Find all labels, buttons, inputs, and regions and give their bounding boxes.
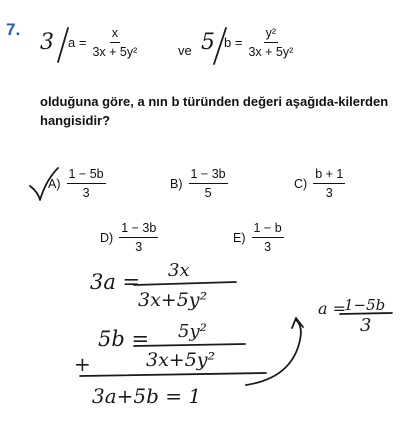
- handwritten-line1-numerator: 3x: [168, 260, 190, 281]
- sum-underline: [80, 373, 266, 376]
- line2-fraction-bar: [134, 344, 245, 346]
- slash-mark-a: [58, 28, 68, 62]
- given-connector: ve: [178, 43, 192, 58]
- option-b-denominator: 5: [204, 185, 212, 200]
- option-c-denominator: 3: [325, 185, 333, 200]
- handwritten-line2-numerator: 5y²: [178, 321, 207, 342]
- option-d-numerator: 1 − 3b: [119, 222, 158, 238]
- given-a-denominator: 3x + 5y²: [92, 44, 138, 59]
- handwritten-coefficient-b: 5: [201, 30, 215, 55]
- option-b-letter: B): [170, 176, 183, 191]
- option-c-letter: C): [294, 176, 308, 191]
- handwritten-answer-lhs: a =: [318, 299, 347, 318]
- handwritten-plus-sign: +: [74, 352, 91, 376]
- option-a-denominator: 3: [82, 185, 90, 200]
- given-b-numerator: y²: [264, 27, 278, 43]
- handwritten-line2-lhs: 5b =: [98, 327, 150, 351]
- option-a-numerator: 1 − 5b: [67, 168, 106, 184]
- slash-mark-b: [214, 28, 226, 64]
- handwritten-answer-denominator: 3: [360, 315, 372, 336]
- option-a-letter: A): [48, 176, 61, 191]
- handwritten-answer-numerator: 1−5b: [344, 296, 386, 314]
- option-d-letter: D): [100, 230, 114, 245]
- line1-fraction-bar: [134, 282, 236, 285]
- handwritten-coefficient-a: 3: [40, 30, 54, 55]
- handwritten-result: 3a+5b = 1: [92, 384, 202, 408]
- option-e-letter: E): [233, 230, 246, 245]
- option-c-numerator: b + 1: [313, 168, 345, 184]
- given-a-lhs: a =: [68, 35, 87, 50]
- option-e-denominator: 3: [264, 239, 272, 254]
- check-mark-icon: [30, 168, 58, 200]
- handwritten-line2-denominator: 3x+5y²: [146, 349, 216, 371]
- question-number: 7.: [6, 20, 21, 39]
- option-b-numerator: 1 − 3b: [189, 168, 228, 184]
- option-e-numerator: 1 − b: [252, 222, 284, 238]
- arrow-curve: [246, 320, 301, 385]
- given-b-lhs: b =: [224, 35, 243, 50]
- handwritten-line1-denominator: 3x+5y²: [138, 289, 208, 311]
- arrow-head-icon: [292, 318, 303, 328]
- given-b-denominator: 3x + 5y²: [248, 44, 294, 59]
- handwritten-line1-lhs: 3a =: [90, 270, 141, 294]
- option-d-denominator: 3: [135, 239, 143, 254]
- question-prompt: olduğuna göre, a nın b türünden değeri aşağıda-kilerden hangisidir?: [40, 94, 389, 128]
- given-a-numerator: x: [110, 27, 120, 43]
